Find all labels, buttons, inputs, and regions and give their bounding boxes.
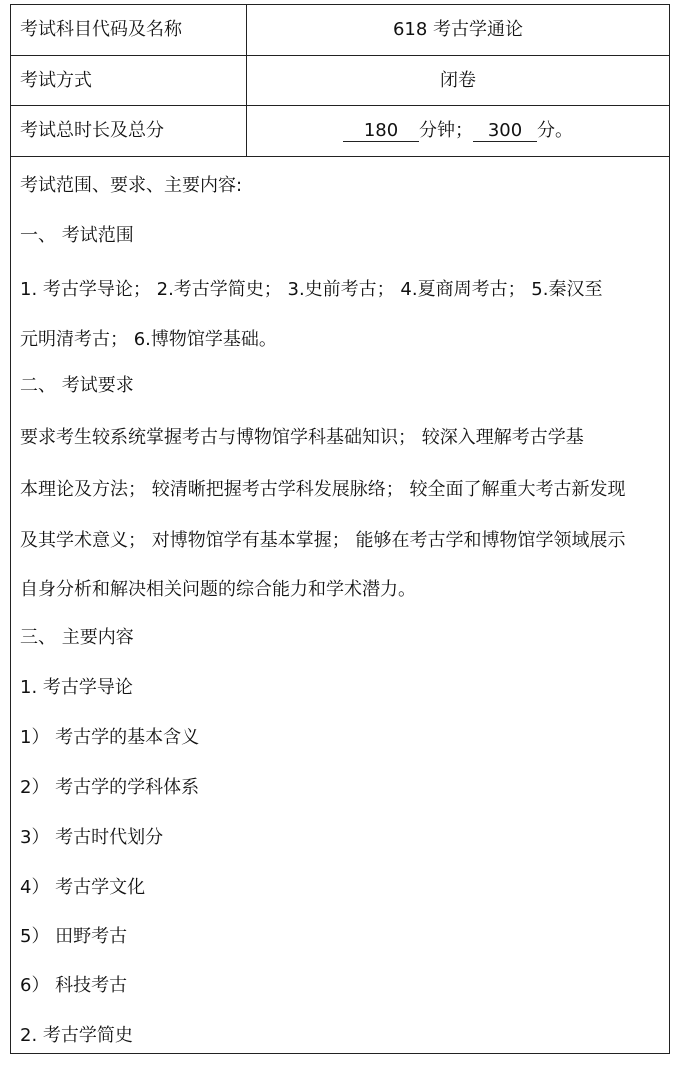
paragraph-line: 要求考生较系统掌握考古与博物馆学科基础知识； 较深入理解考古学基 [20,427,584,448]
duration-value [247,106,669,156]
method-label: 考试方式 [11,56,247,105]
method-row [11,56,669,106]
duration-label: 考试总时长及总分 [11,106,247,156]
list-item: 2） 考古学的学科体系 [20,777,200,798]
score-unit: 分。 [537,120,573,141]
total-score: 300 [473,121,537,142]
duration-row [11,106,669,157]
list-item: 3） 考古时代划分 [20,827,164,848]
paragraph-line: 本理论及方法； 较清晰把握考古学科发展脉络； 较全面了解重大考古新发现 [20,479,626,500]
subject-label: 考试科目代码及名称 [11,5,247,55]
paragraph-line: 自身分析和解决相关问题的综合能力和学术潜力。 [20,579,416,600]
list-item: 6） 科技考古 [20,975,128,996]
section-heading-scope: 一、 考试范围 [20,225,134,246]
list-item: 4） 考古学文化 [20,877,146,898]
duration-minutes: 180 [343,121,419,142]
list-item: 1. 考古学导论 [20,677,133,698]
paragraph-line: 元明清考古； 6.博物馆学基础。 [20,329,277,350]
subject-row [11,5,669,56]
paragraph-line: 及其学术意义； 对博物馆学有基本掌握； 能够在考古学和博物馆学领域展示 [20,530,626,551]
list-item: 1） 考古学的基本含义 [20,727,200,748]
method-value: 闭卷 [440,70,476,91]
section-heading-main-content: 三、 主要内容 [20,627,134,648]
exam-syllabus-table [10,4,670,1054]
list-item: 5） 田野考古 [20,926,128,947]
list-item: 2. 考古学简史 [20,1025,133,1046]
section-heading-requirements: 二、 考试要求 [20,375,134,396]
content-heading: 考试范围、要求、主要内容: [20,175,243,196]
subject-value: 618 考古学通论 [392,19,524,40]
paragraph-line: 1. 考古学导论； 2.考古学简史； 3.史前考古； 4.夏商周考古； 5.秦汉至 [20,279,603,300]
minutes-unit: 分钟； [419,120,473,141]
